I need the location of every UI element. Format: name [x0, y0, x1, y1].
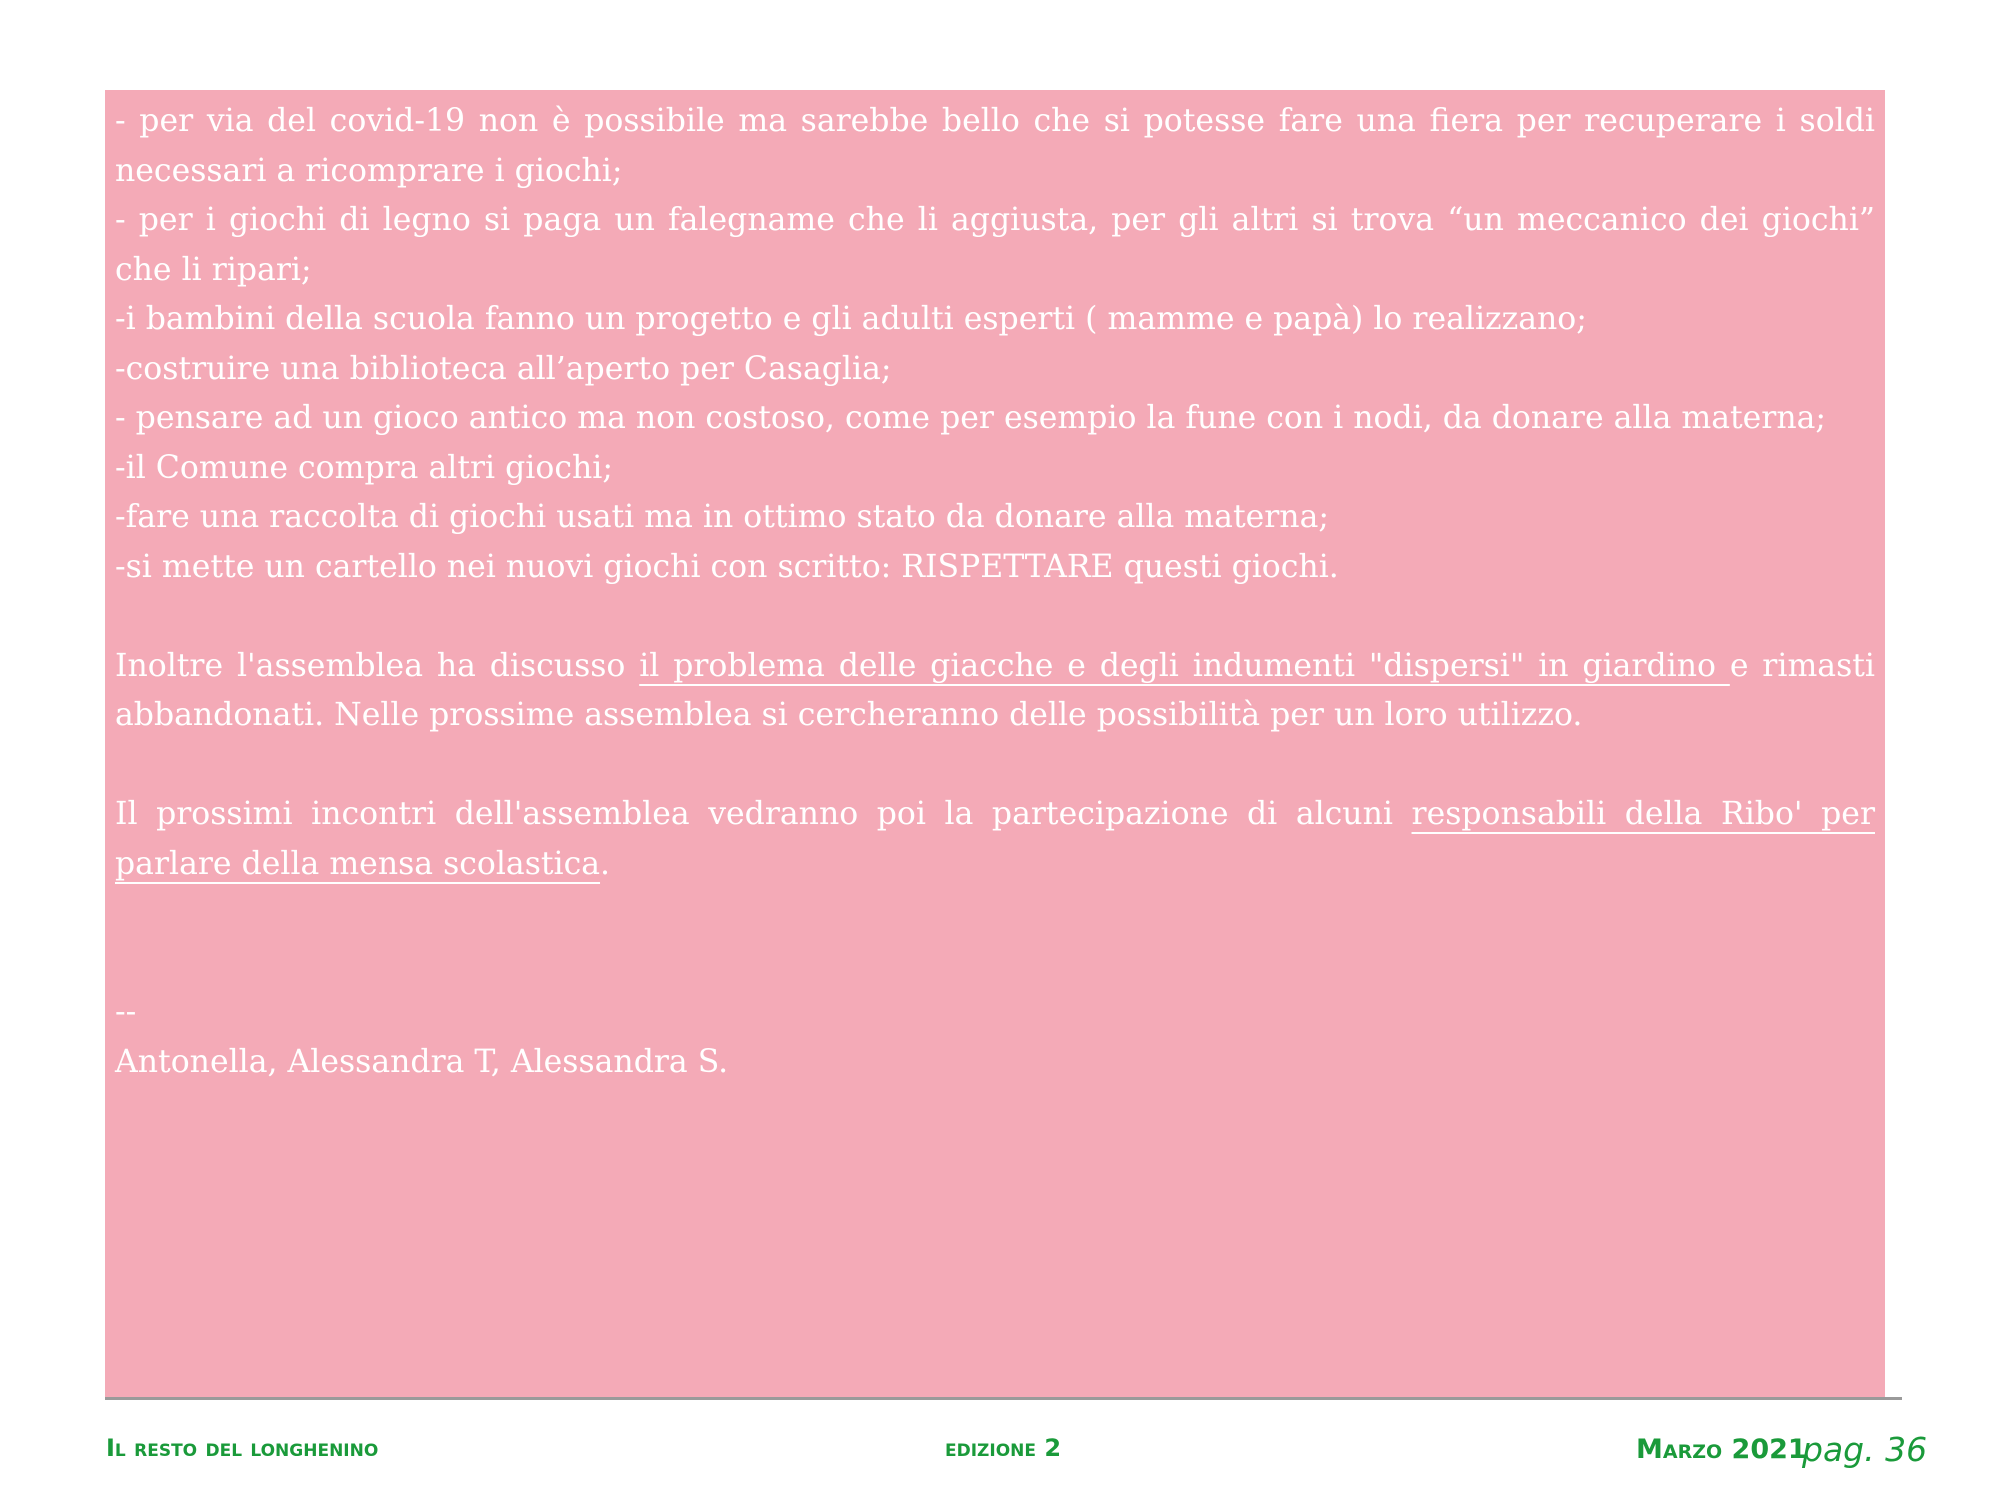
newspaper-title: Il resto del longhenino — [106, 1434, 379, 1462]
paragraph-meetings-text: Il prossimi incontri dell'assemblea vedranno poi la partecipazione di alcuni — [115, 796, 1412, 832]
list-item: -si mette un cartello nei nuovi giochi con scritto: RISPETTARE questi giochi. — [115, 548, 1339, 585]
edition-label: edizione 2 — [945, 1434, 1062, 1462]
paragraph-meetings-text-end: . — [600, 845, 611, 882]
paragraph-meetings — [115, 790, 1875, 889]
paragraph-jackets-text: Inoltre l'assemblea ha discusso — [115, 647, 640, 684]
issue-date: Marzo 2021 — [1636, 1434, 1807, 1465]
list-item: -costruire una biblioteca all’aperto per Casaglia; — [115, 350, 892, 387]
list-item: -i bambini della scuola fanno un progetto e gli adulti esperti ( mamme e papà) lo realizzano; — [115, 301, 1587, 337]
underlined-topic: il problema delle giacche e degli indumenti "dispersi" in giardino — [639, 647, 1730, 684]
list-item: - per i giochi di legno si paga un falegname che li aggiusta, per gli altri si trova “un meccanico dei giochi” che li ripari; — [115, 202, 1875, 288]
footer-divider — [105, 1397, 1902, 1400]
underlined-topic: responsabili della Ribo' per parlare della mensa scolastica — [115, 796, 1875, 882]
signature: Antonella, Alessandra T, Alessandra S. — [115, 1043, 729, 1080]
list-item: - per via del covid-19 non è possibile ma sarebbe bello che si potesse fare una fiera per recuperare i soldi necessari a ricomprare i giochi; — [115, 103, 1875, 189]
article-body — [115, 97, 1875, 1087]
page-number: pag. 36 — [1802, 1430, 1928, 1469]
list-item: -fare una raccolta di giochi usati ma in ottimo stato da donare alla materna; — [115, 499, 1329, 535]
paragraph-jackets-text-end: e rimasti abbandonati. Nelle prossime assemblea si cercheranno delle possibilità per un loro utilizzo. — [115, 647, 1875, 733]
signature-separator: -- — [115, 994, 137, 1030]
list-item: -il Comune compra altri giochi; — [115, 449, 613, 486]
paragraph-jackets — [115, 642, 1875, 741]
list-item: - pensare ad un gioco antico ma non costoso, come per esempio la fune con i nodi, da donare alla materna; — [115, 400, 1827, 436]
